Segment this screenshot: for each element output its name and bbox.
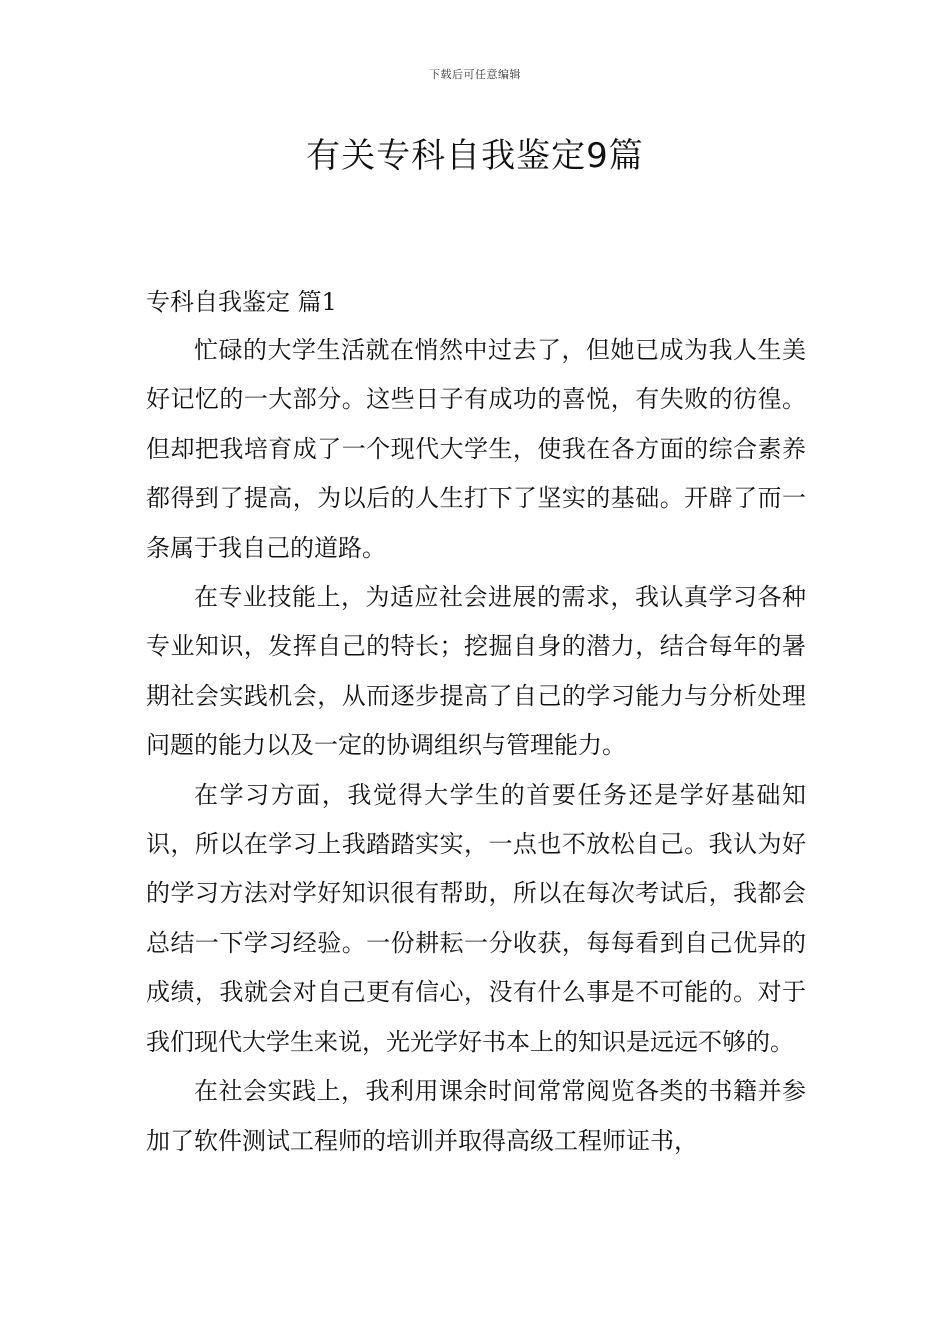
paragraph: 在专业技能上，为适应社会进展的需求，我认真学习各种专业知识，发挥自己的特长；挖掘自身的潜力，结合每年的暑期社会实践机会，从而逐步提高了自己的学习能力与分析处理问题的能力以及一定的协调组织与管理能力。	[146, 583, 806, 760]
section-heading: 专科自我鉴定 篇1	[146, 288, 337, 316]
paragraph: 在学习方面，我觉得大学生的首要任务还是学好基础知识，所以在学习上我踏踏实实，一点也不放松自己。我认为好的学习方法对学好知识很有帮助，所以在每次考试后，我都会总结一下学习经验。一份耕耘一分收获，每每看到自己优异的成绩，我就会对自己更有信心，没有什么事是不可能的。对于我们现代大学生来说，光光学好书本上的知识是远远不够的。	[146, 780, 806, 1056]
document-title: 有关专科自我鉴定9篇	[306, 136, 644, 176]
paragraph: 忙碌的大学生活就在悄然中过去了，但她已成为我人生美好记忆的一大部分。这些日子有成功的喜悦，有失败的彷徨。但却把我培育成了一个现代大学生，使我在各方面的综合素养都得到了提高，为以后的人生打下了坚实的基础。开辟了而一条属于我自己的道路。	[146, 336, 806, 562]
paragraph: 在社会实践上，我利用课余时间常常阅览各类的书籍并参加了软件测试工程师的培训并取得高级工程师证书，	[146, 1077, 806, 1155]
document-body	[146, 278, 806, 1166]
header-note: 下载后可任意编辑	[429, 68, 521, 81]
